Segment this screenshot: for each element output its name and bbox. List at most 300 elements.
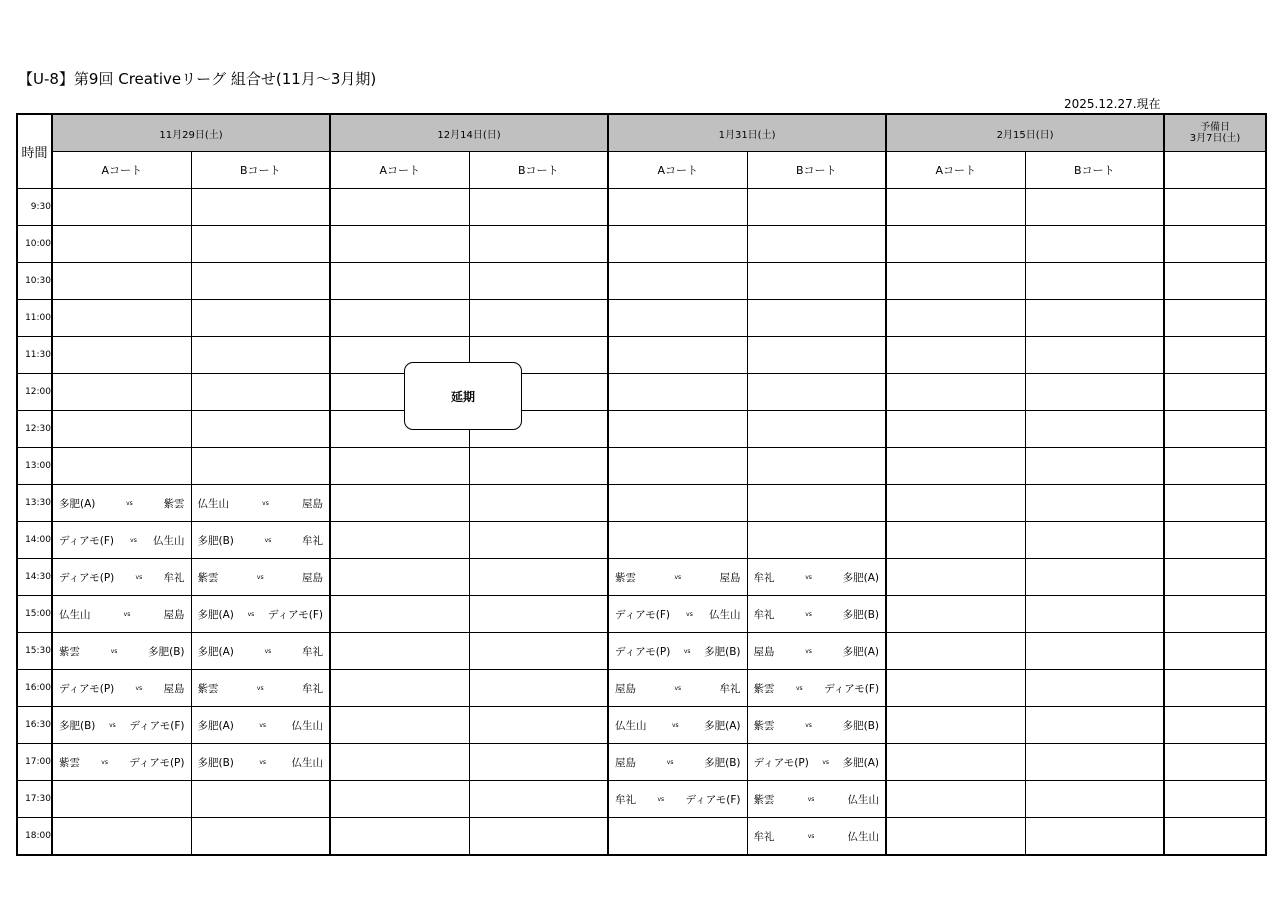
match [609,570,747,585]
match-cell [1164,300,1266,337]
home-team: 紫雲 [197,571,219,584]
home-team: 多肥(B) [59,719,96,732]
match-cell [608,485,747,522]
match-cell [52,448,191,485]
home-team: 仏生山 [615,719,647,732]
match [609,644,747,659]
match-cell [1025,559,1164,596]
home-team: 屋島 [753,645,775,658]
schedule-table [16,113,1267,856]
home-team: 牟礼 [753,608,775,621]
match-cell [330,633,469,670]
match-cell [747,744,886,781]
away-team: 牟礼 [163,571,185,584]
time-cell: 11:30 [17,337,52,374]
vs-label: vs [805,647,812,655]
home-team: 紫雲 [753,719,775,732]
schedule-row [17,596,1266,633]
match-cell [1164,633,1266,670]
match-cell [469,522,608,559]
match-cell [747,596,886,633]
home-team: 多肥(B) [197,756,234,769]
home-team: 多肥(B) [197,534,234,547]
reserve-day-header: 予備日 3月7日(土) [1164,114,1266,152]
match-cell [330,781,469,818]
match-cell [469,263,608,300]
match-cell [747,559,886,596]
reserve-court-header [1164,152,1266,189]
vs-label: vs [247,610,255,618]
away-team: 仏生山 [847,793,880,806]
match-cell [330,559,469,596]
match-cell [52,411,191,448]
match [53,533,191,548]
vs-label: vs [805,610,812,618]
time-cell: 15:00 [17,596,52,633]
time-cell: 14:00 [17,522,52,559]
match-cell [747,263,886,300]
away-team: 牟礼 [302,534,323,547]
match-cell [191,485,330,522]
match-cell [886,744,1025,781]
vs-label: vs [674,684,682,692]
match-cell [747,189,886,226]
match [192,533,330,548]
home-team: ディアモ(P) [615,645,671,658]
schedule-row [17,300,1266,337]
match-cell [1025,596,1164,633]
schedule-row [17,448,1266,485]
time-cell: 10:00 [17,226,52,263]
match-cell [747,633,886,670]
as-of-date: 2025.12.27.現在 [1064,97,1161,111]
match [53,755,191,770]
match-cell [469,781,608,818]
match-cell [1025,485,1164,522]
away-team: ディアモ(F) [268,608,323,621]
match-cell [886,300,1025,337]
home-team: 仏生山 [197,497,229,510]
home-team: 多肥(A) [197,719,234,732]
time-cell: 14:30 [17,559,52,596]
match-cell [1025,189,1164,226]
match-cell [886,707,1025,744]
match-cell [191,374,330,411]
time-cell: 9:30 [17,189,52,226]
match-cell [886,485,1025,522]
vs-label: vs [256,684,264,692]
match [609,681,747,696]
home-team: 紫雲 [753,682,775,695]
match-cell [52,374,191,411]
vs-label: vs [123,610,131,618]
match-cell [330,300,469,337]
schedule-row [17,818,1266,856]
match [748,644,886,659]
vs-label: vs [807,795,815,803]
away-team: 仏生山 [709,608,741,621]
match [748,681,886,696]
match-cell [52,300,191,337]
home-team: 紫雲 [615,571,637,584]
away-team: 多肥(B) [842,719,880,732]
away-team: ディアモ(F) [129,719,185,732]
match-cell [52,744,191,781]
time-cell: 16:30 [17,707,52,744]
away-team: 屋島 [302,571,323,584]
match-cell [191,337,330,374]
match-cell [608,781,747,818]
match [192,755,330,770]
match-cell [191,744,330,781]
match-cell [52,818,191,856]
match-cell [1164,226,1266,263]
time-cell: 13:30 [17,485,52,522]
match-cell [52,633,191,670]
home-team: 紫雲 [197,682,219,695]
match-cell [330,707,469,744]
match-cell [191,670,330,707]
vs-label: vs [259,721,267,729]
time-cell: 18:00 [17,818,52,856]
match-cell [886,448,1025,485]
vs-label: vs [264,536,272,544]
match [609,792,747,807]
schedule-row [17,522,1266,559]
match-cell [747,522,886,559]
match-cell [608,337,747,374]
match-cell [747,226,886,263]
match-cell [1025,337,1164,374]
match-cell [886,189,1025,226]
home-team: 仏生山 [59,608,91,621]
match-cell [1164,744,1266,781]
court-header: Aコート [330,152,469,189]
schedule-row [17,485,1266,522]
match-cell [330,818,469,856]
match-cell [1025,300,1164,337]
away-team: 屋島 [719,571,741,584]
match-cell [469,670,608,707]
match-cell [469,818,608,856]
match-cell [1025,633,1164,670]
away-team: 屋島 [163,608,185,621]
time-cell: 13:00 [17,448,52,485]
match-cell [1164,411,1266,448]
match-cell [52,226,191,263]
match-cell [469,707,608,744]
match-cell [1025,226,1164,263]
vs-label: vs [259,758,267,766]
time-cell: 16:00 [17,670,52,707]
match-cell [608,744,747,781]
away-team: 多肥(B) [842,608,880,621]
match-cell [1164,707,1266,744]
match-cell [608,670,747,707]
match-cell [886,411,1025,448]
match-cell [886,263,1025,300]
match [748,570,886,585]
match-cell [469,744,608,781]
home-team: ディアモ(F) [59,534,114,547]
away-team: 多肥(A) [842,571,880,584]
match-cell [191,559,330,596]
away-team: 牟礼 [302,682,323,695]
match [748,792,886,807]
match-cell [1164,374,1266,411]
match-cell [608,633,747,670]
match-cell [191,189,330,226]
match-cell [886,559,1025,596]
court-header: Aコート [52,152,191,189]
match [53,644,191,659]
match-cell [1025,522,1164,559]
match-cell [747,448,886,485]
time-cell: 17:30 [17,781,52,818]
match-cell [330,670,469,707]
away-team: ディアモ(P) [129,756,185,769]
away-team: 多肥(B) [704,756,741,769]
match-cell [608,300,747,337]
away-team: ディアモ(F) [685,793,741,806]
away-team: 仏生山 [152,534,185,547]
home-team: 牟礼 [753,830,775,843]
match-cell [1164,189,1266,226]
match-cell [608,818,747,856]
vs-label: vs [126,499,133,507]
match-cell [52,707,191,744]
match-cell [608,411,747,448]
time-cell: 10:30 [17,263,52,300]
match [192,607,330,622]
schedule-row [17,744,1266,781]
match-cell [747,818,886,856]
match-cell [469,559,608,596]
match-cell [191,596,330,633]
match-cell [747,411,886,448]
match-cell [1164,485,1266,522]
time-cell: 12:30 [17,411,52,448]
match-cell [747,670,886,707]
match-cell [52,781,191,818]
schedule-row [17,559,1266,596]
match-cell [608,559,747,596]
match-cell [1025,707,1164,744]
court-header: Bコート [469,152,608,189]
match-cell [1025,263,1164,300]
match-cell [191,448,330,485]
match [53,570,191,585]
vs-label: vs [101,758,108,766]
match [609,718,747,733]
match-cell [52,522,191,559]
match-cell [608,596,747,633]
away-team: 紫雲 [163,497,185,510]
court-header: Bコート [747,152,886,189]
vs-label: vs [686,610,693,618]
away-team: 多肥(A) [704,719,741,732]
match-cell [747,337,886,374]
match-cell [1025,818,1164,856]
match [192,496,330,511]
vs-label: vs [805,721,812,729]
home-team: ディアモ(P) [753,756,809,769]
vs-label: vs [807,832,815,840]
schedule-row [17,189,1266,226]
date-header: 12月14日(日) [330,114,608,152]
match-cell [1164,559,1266,596]
away-team: 仏生山 [291,719,324,732]
vs-label: vs [683,647,691,655]
match-cell [1025,448,1164,485]
match-cell [747,300,886,337]
match-cell [469,448,608,485]
match-cell [330,263,469,300]
match [748,829,886,844]
match-cell [191,633,330,670]
match-cell [886,633,1025,670]
home-team: ディアモ(P) [59,571,115,584]
home-team: ディアモ(F) [615,608,671,621]
vs-label: vs [666,758,674,766]
match-cell [52,189,191,226]
match-cell [330,448,469,485]
vs-label: vs [805,573,812,581]
match-cell [52,596,191,633]
match-cell [886,337,1025,374]
vs-label: vs [135,684,143,692]
postponed-notice: 延期 [404,362,522,430]
match-cell [1164,818,1266,856]
match-cell [469,633,608,670]
schedule-row [17,670,1266,707]
away-team: 屋島 [302,497,323,510]
match-cell [1164,596,1266,633]
match-cell [1164,522,1266,559]
match [53,496,191,511]
match-cell [1025,744,1164,781]
match-cell [886,670,1025,707]
date-header: 11月29日(土) [52,114,330,152]
match-cell [886,226,1025,263]
match-cell [608,374,747,411]
away-team: 仏生山 [847,830,880,843]
vs-label: vs [657,795,665,803]
match-cell [1164,263,1266,300]
match-cell [469,596,608,633]
match [53,607,191,622]
schedule-row [17,781,1266,818]
home-team: 屋島 [615,756,637,769]
page-title: 【U-8】第9回 Creativeリーグ 組合せ(11月～3月期) [18,70,377,88]
match [53,681,191,696]
time-cell: 11:00 [17,300,52,337]
match [609,607,747,622]
match-cell [608,226,747,263]
match-cell [52,337,191,374]
vs-label: vs [135,573,143,581]
away-team: 牟礼 [719,682,741,695]
vs-label: vs [256,573,264,581]
court-header: Aコート [886,152,1025,189]
away-team: ディアモ(F) [824,682,880,695]
home-team: 屋島 [615,682,637,695]
match-cell [747,781,886,818]
match-cell [886,781,1025,818]
match-cell [191,522,330,559]
schedule-row [17,226,1266,263]
match [192,644,330,659]
vs-label: vs [109,721,116,729]
match-cell [191,781,330,818]
away-team: 牟礼 [302,645,324,658]
match-cell [330,189,469,226]
match [192,681,330,696]
court-header: Bコート [191,152,330,189]
match-cell [330,485,469,522]
match-cell [52,670,191,707]
home-team: ディアモ(P) [59,682,115,695]
home-team: 紫雲 [59,756,80,769]
match-cell [330,744,469,781]
match-cell [608,522,747,559]
match-cell [608,189,747,226]
vs-label: vs [671,721,679,729]
match-cell [52,559,191,596]
match-cell [469,300,608,337]
schedule-row [17,707,1266,744]
court-header: Bコート [1025,152,1164,189]
away-team: 仏生山 [291,756,323,769]
match-cell [1164,337,1266,374]
match-cell [52,485,191,522]
match [192,718,330,733]
home-team: 紫雲 [753,793,775,806]
schedule-row [17,374,1266,411]
away-team: 多肥(A) [842,756,880,769]
vs-label: vs [674,573,682,581]
time-cell: 12:00 [17,374,52,411]
date-header: 2月15日(日) [886,114,1164,152]
match-cell [747,374,886,411]
match-cell [1164,448,1266,485]
match-cell [330,596,469,633]
match-cell [191,226,330,263]
match-cell [52,263,191,300]
match-cell [1164,781,1266,818]
match [53,718,191,733]
match-cell [886,818,1025,856]
match-cell [330,522,469,559]
vs-label: vs [130,536,137,544]
match-cell [886,522,1025,559]
match-cell [886,596,1025,633]
match-cell [330,226,469,263]
match-cell [191,818,330,856]
home-team: 紫雲 [59,645,80,658]
home-team: 牟礼 [753,571,775,584]
vs-label: vs [822,758,830,766]
match-cell [469,226,608,263]
home-team: 牟礼 [615,793,637,806]
schedule-row [17,263,1266,300]
match [192,570,330,585]
match-cell [1025,411,1164,448]
schedule-row [17,411,1266,448]
vs-label: vs [795,684,803,692]
match [748,718,886,733]
match-cell [469,189,608,226]
